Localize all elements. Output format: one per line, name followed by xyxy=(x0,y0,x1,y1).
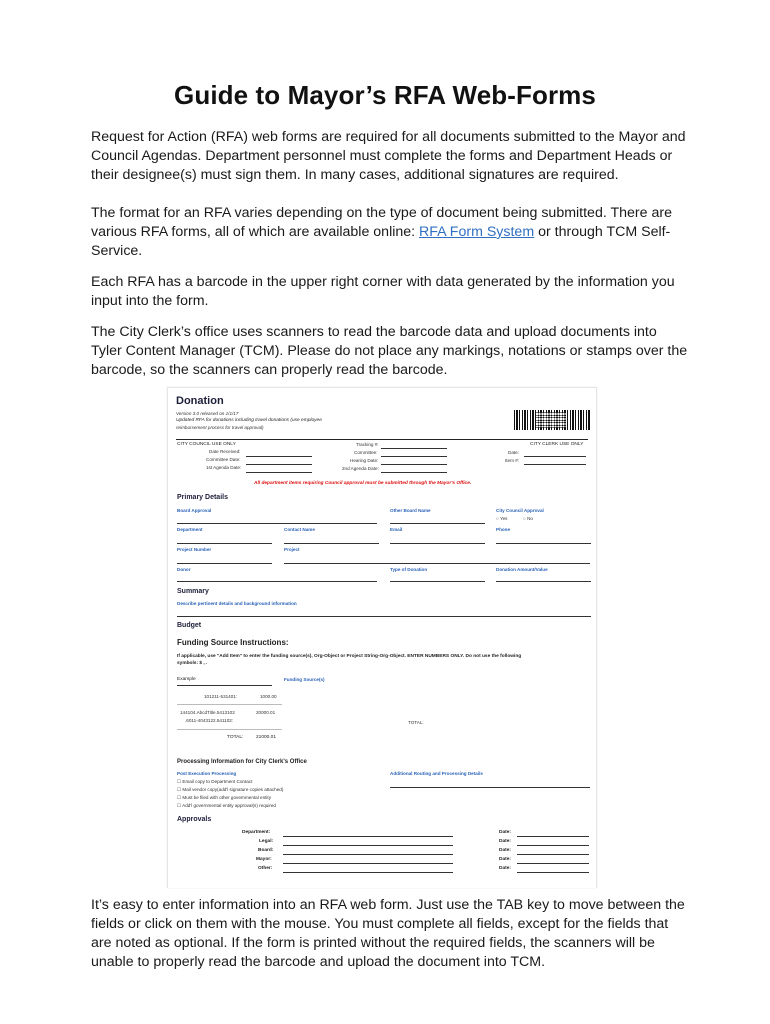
project-field[interactable] xyxy=(284,563,590,564)
committee-label: Committee: xyxy=(354,450,378,455)
approval-other-label: Other: xyxy=(258,866,273,871)
checkbox-icon: ☐ xyxy=(177,795,183,800)
hearing-date-field[interactable] xyxy=(381,464,447,465)
example-row-2-amount: 20000.01 xyxy=(256,710,276,715)
barcode xyxy=(514,410,590,430)
rfa-form-system-link[interactable]: RFA Form System xyxy=(419,224,535,240)
hearing-date-label: Hearing Date: xyxy=(350,458,379,463)
approval-other-field[interactable] xyxy=(283,872,453,873)
approval-legal-field[interactable] xyxy=(283,845,453,846)
barcode-paragraph: Each RFA has a barcode in the upper right corner with data generated by the information you input into the form. xyxy=(91,274,675,309)
checkbox-mail-vendor[interactable]: ☐ Mail vendor copy(add'l signature copies attached) xyxy=(177,787,284,792)
agenda-date-1-field[interactable] xyxy=(246,472,312,473)
date-received-field[interactable] xyxy=(246,456,312,457)
tracking-field[interactable] xyxy=(381,448,447,449)
checkbox-governmental-approval[interactable]: ☐ Add'l governmental entity approval(s) required xyxy=(177,803,276,808)
example-divider xyxy=(177,704,282,705)
example-underline xyxy=(177,685,272,686)
post-execution-label: Post Execution Processing xyxy=(177,771,237,776)
yes-radio-icon: ○ xyxy=(496,516,500,521)
board-approval-field[interactable] xyxy=(177,523,377,524)
approval-department-field[interactable] xyxy=(283,836,453,837)
tracking-label: Tracking #: xyxy=(356,442,379,447)
approval-date-label-1: Date: xyxy=(499,830,511,835)
city-clerk-use-label: CITY CLERK USE ONLY xyxy=(530,442,584,447)
funding-sources-label: Funding Source(s) xyxy=(284,677,325,682)
contact-name-field[interactable] xyxy=(284,543,379,544)
clerk-date-label: Date: xyxy=(508,450,519,455)
form-update-note-2: reimbursement process for travel approval) xyxy=(176,425,264,430)
funding-total-label: TOTAL: xyxy=(408,720,424,725)
summary-field[interactable] xyxy=(177,616,591,617)
approval-yes-option[interactable]: ○ Yes xyxy=(496,516,508,521)
divider xyxy=(176,439,588,440)
committee-field[interactable] xyxy=(381,456,447,457)
other-board-name-field[interactable] xyxy=(390,523,485,524)
committee-date-label: Committee Date: xyxy=(206,457,241,462)
example-label: Example xyxy=(177,677,196,682)
format-text-end: or through TCM Self-Service. xyxy=(91,224,671,259)
checkbox-icon: ☐ xyxy=(177,787,183,792)
page-title: Guide to Mayor’s RFA Web-Forms xyxy=(174,80,596,110)
approval-date-label-4: Date: xyxy=(499,857,511,862)
agenda-date-1-label: 1st Agenda Date: xyxy=(206,465,242,470)
approval-date-field-2[interactable] xyxy=(517,845,589,846)
format-paragraph xyxy=(91,204,691,261)
approval-date-label-5: Date: xyxy=(499,866,511,871)
checkbox-email-copy[interactable]: ☐ Email copy to Department Contact xyxy=(177,779,253,784)
date-received-label: Date Received: xyxy=(209,449,241,454)
example-total-amount: 21000.01 xyxy=(256,735,277,740)
summary-description-label: Describe pertinent details and background information xyxy=(177,601,297,606)
approval-board-field[interactable] xyxy=(283,854,453,855)
approval-legal-label: Legal: xyxy=(259,839,274,844)
donor-label: Donor xyxy=(177,567,191,572)
board-approval-label: Board Approval xyxy=(177,508,212,513)
project-number-label: Project Number xyxy=(177,547,212,552)
email-label: Email xyxy=(390,527,403,532)
funding-instructions-heading: Funding Source Instructions: xyxy=(177,638,289,647)
scanner-paragraph: The City Clerk’s office uses scanners to read the barcode data and upload documents into Tyler Content Manager (TCM). Please do not place any markings, notations or stamps over the barcode, so the scanners can properly read the barcode. xyxy=(91,324,688,378)
additional-routing-label: Additional Routing and Processing Details xyxy=(390,771,483,776)
additional-routing-field[interactable] xyxy=(390,787,590,788)
project-label: Project xyxy=(284,547,300,552)
approval-date-field-4[interactable] xyxy=(517,863,589,864)
approval-date-field-1[interactable] xyxy=(517,836,589,837)
clerk-item-label: Item #: xyxy=(505,458,520,463)
example-row-2-code: 144104.AbcdTitle.5413102 xyxy=(180,710,235,715)
primary-details-heading: Primary Details xyxy=(177,494,228,501)
other-board-name-label: Other Board Name xyxy=(390,508,431,513)
contact-name-label: Contact Name xyxy=(284,527,315,532)
city-council-use-label: CITY COUNCIL USE ONLY xyxy=(177,442,236,447)
example-row-3-code: .6011-4043122.541102: xyxy=(185,718,234,723)
donation-amount-field[interactable] xyxy=(496,581,591,582)
approval-board-label: Board: xyxy=(258,848,274,853)
approval-date-field-5[interactable] xyxy=(517,872,589,873)
city-council-approval-label: City Council Approval xyxy=(496,508,544,513)
approval-mayor-label: Mayor: xyxy=(256,857,272,862)
project-number-field[interactable] xyxy=(177,563,272,564)
rfa-form-image xyxy=(167,387,597,888)
department-label: Department xyxy=(177,527,203,532)
clerk-item-field[interactable] xyxy=(524,464,586,465)
form-heading: Donation xyxy=(176,395,224,407)
approvals-heading: Approvals xyxy=(177,816,212,823)
approval-no-option[interactable]: ○ No xyxy=(523,516,533,521)
clerk-date-field[interactable] xyxy=(524,456,586,457)
approval-date-label-2: Date: xyxy=(499,839,511,844)
example-row-1-amount: 1000.00 xyxy=(260,694,277,699)
approval-mayor-field[interactable] xyxy=(283,863,453,864)
intro-paragraph: Request for Action (RFA) web forms are required for all documents submitted to the Mayor and Council Agendas. Department personnel must complete the forms and Department Heads or their designee(s) must sign them. In many cases, additional signatures are required. xyxy=(91,129,686,183)
example-divider-2 xyxy=(177,729,282,730)
checkbox-icon: ☐ xyxy=(177,803,183,808)
donor-field[interactable] xyxy=(177,581,377,582)
type-of-donation-label: Type of Donation xyxy=(390,567,428,572)
no-radio-icon: ○ xyxy=(523,516,528,521)
committee-date-field[interactable] xyxy=(246,464,312,465)
example-total-label: TOTAL: xyxy=(227,735,244,740)
approval-date-label-3: Date: xyxy=(499,848,511,853)
form-version: Version 3.0 released on 1/1/17 xyxy=(176,411,239,416)
summary-heading: Summary xyxy=(177,588,209,595)
agenda-date-2-label: 2nd Agenda Date: xyxy=(342,466,379,471)
checkbox-file-governmental[interactable]: ☐ Must be filed with other governmental entity xyxy=(177,795,272,800)
instructions-paragraph: It’s easy to enter information into an RFA web form. Just use the TAB key to move between the fields or click on them with the mouse. You must complete all fields, except for the fields that are noted as optional. If the form is printed without the required fields, the scanners will be unable to properly read the barcode and upload the document into TCM. xyxy=(91,897,685,970)
agenda-date-2-field[interactable] xyxy=(381,472,447,473)
checkbox-icon: ☐ xyxy=(177,779,183,784)
council-approval-notice: All department items requiring Council approval must be submitted through the Mayor's Office. xyxy=(254,481,472,486)
approval-date-field-3[interactable] xyxy=(517,854,589,855)
type-of-donation-field[interactable] xyxy=(390,581,485,582)
funding-symbols-text: symbols: $ , . xyxy=(177,661,208,666)
phone-field[interactable] xyxy=(496,543,591,544)
budget-heading: Budget xyxy=(177,622,202,629)
example-row-1-code: 101211-531401: xyxy=(204,694,238,699)
processing-info-heading: Processing Information for City Clerk's Office xyxy=(177,759,307,765)
approval-department-label: Department: xyxy=(242,830,271,835)
email-field[interactable] xyxy=(390,543,485,544)
department-field[interactable] xyxy=(177,543,272,544)
funding-instructions-text: If applicable, use "Add Item" to enter the funding source(s), Org-Object or Project String-Org-Object. ENTER NUMBERS ONLY. Do not use the following xyxy=(177,654,522,659)
form-update-note: Updated RFA for donations including travel donations (use employee xyxy=(176,418,322,423)
phone-label: Phone xyxy=(496,527,511,532)
format-text-start: The format for an RFA varies depending on the type of document being submitted. There are various RFA forms, all of which are available online: xyxy=(91,205,672,240)
donation-amount-label: Donation Amount/Value xyxy=(496,567,548,572)
